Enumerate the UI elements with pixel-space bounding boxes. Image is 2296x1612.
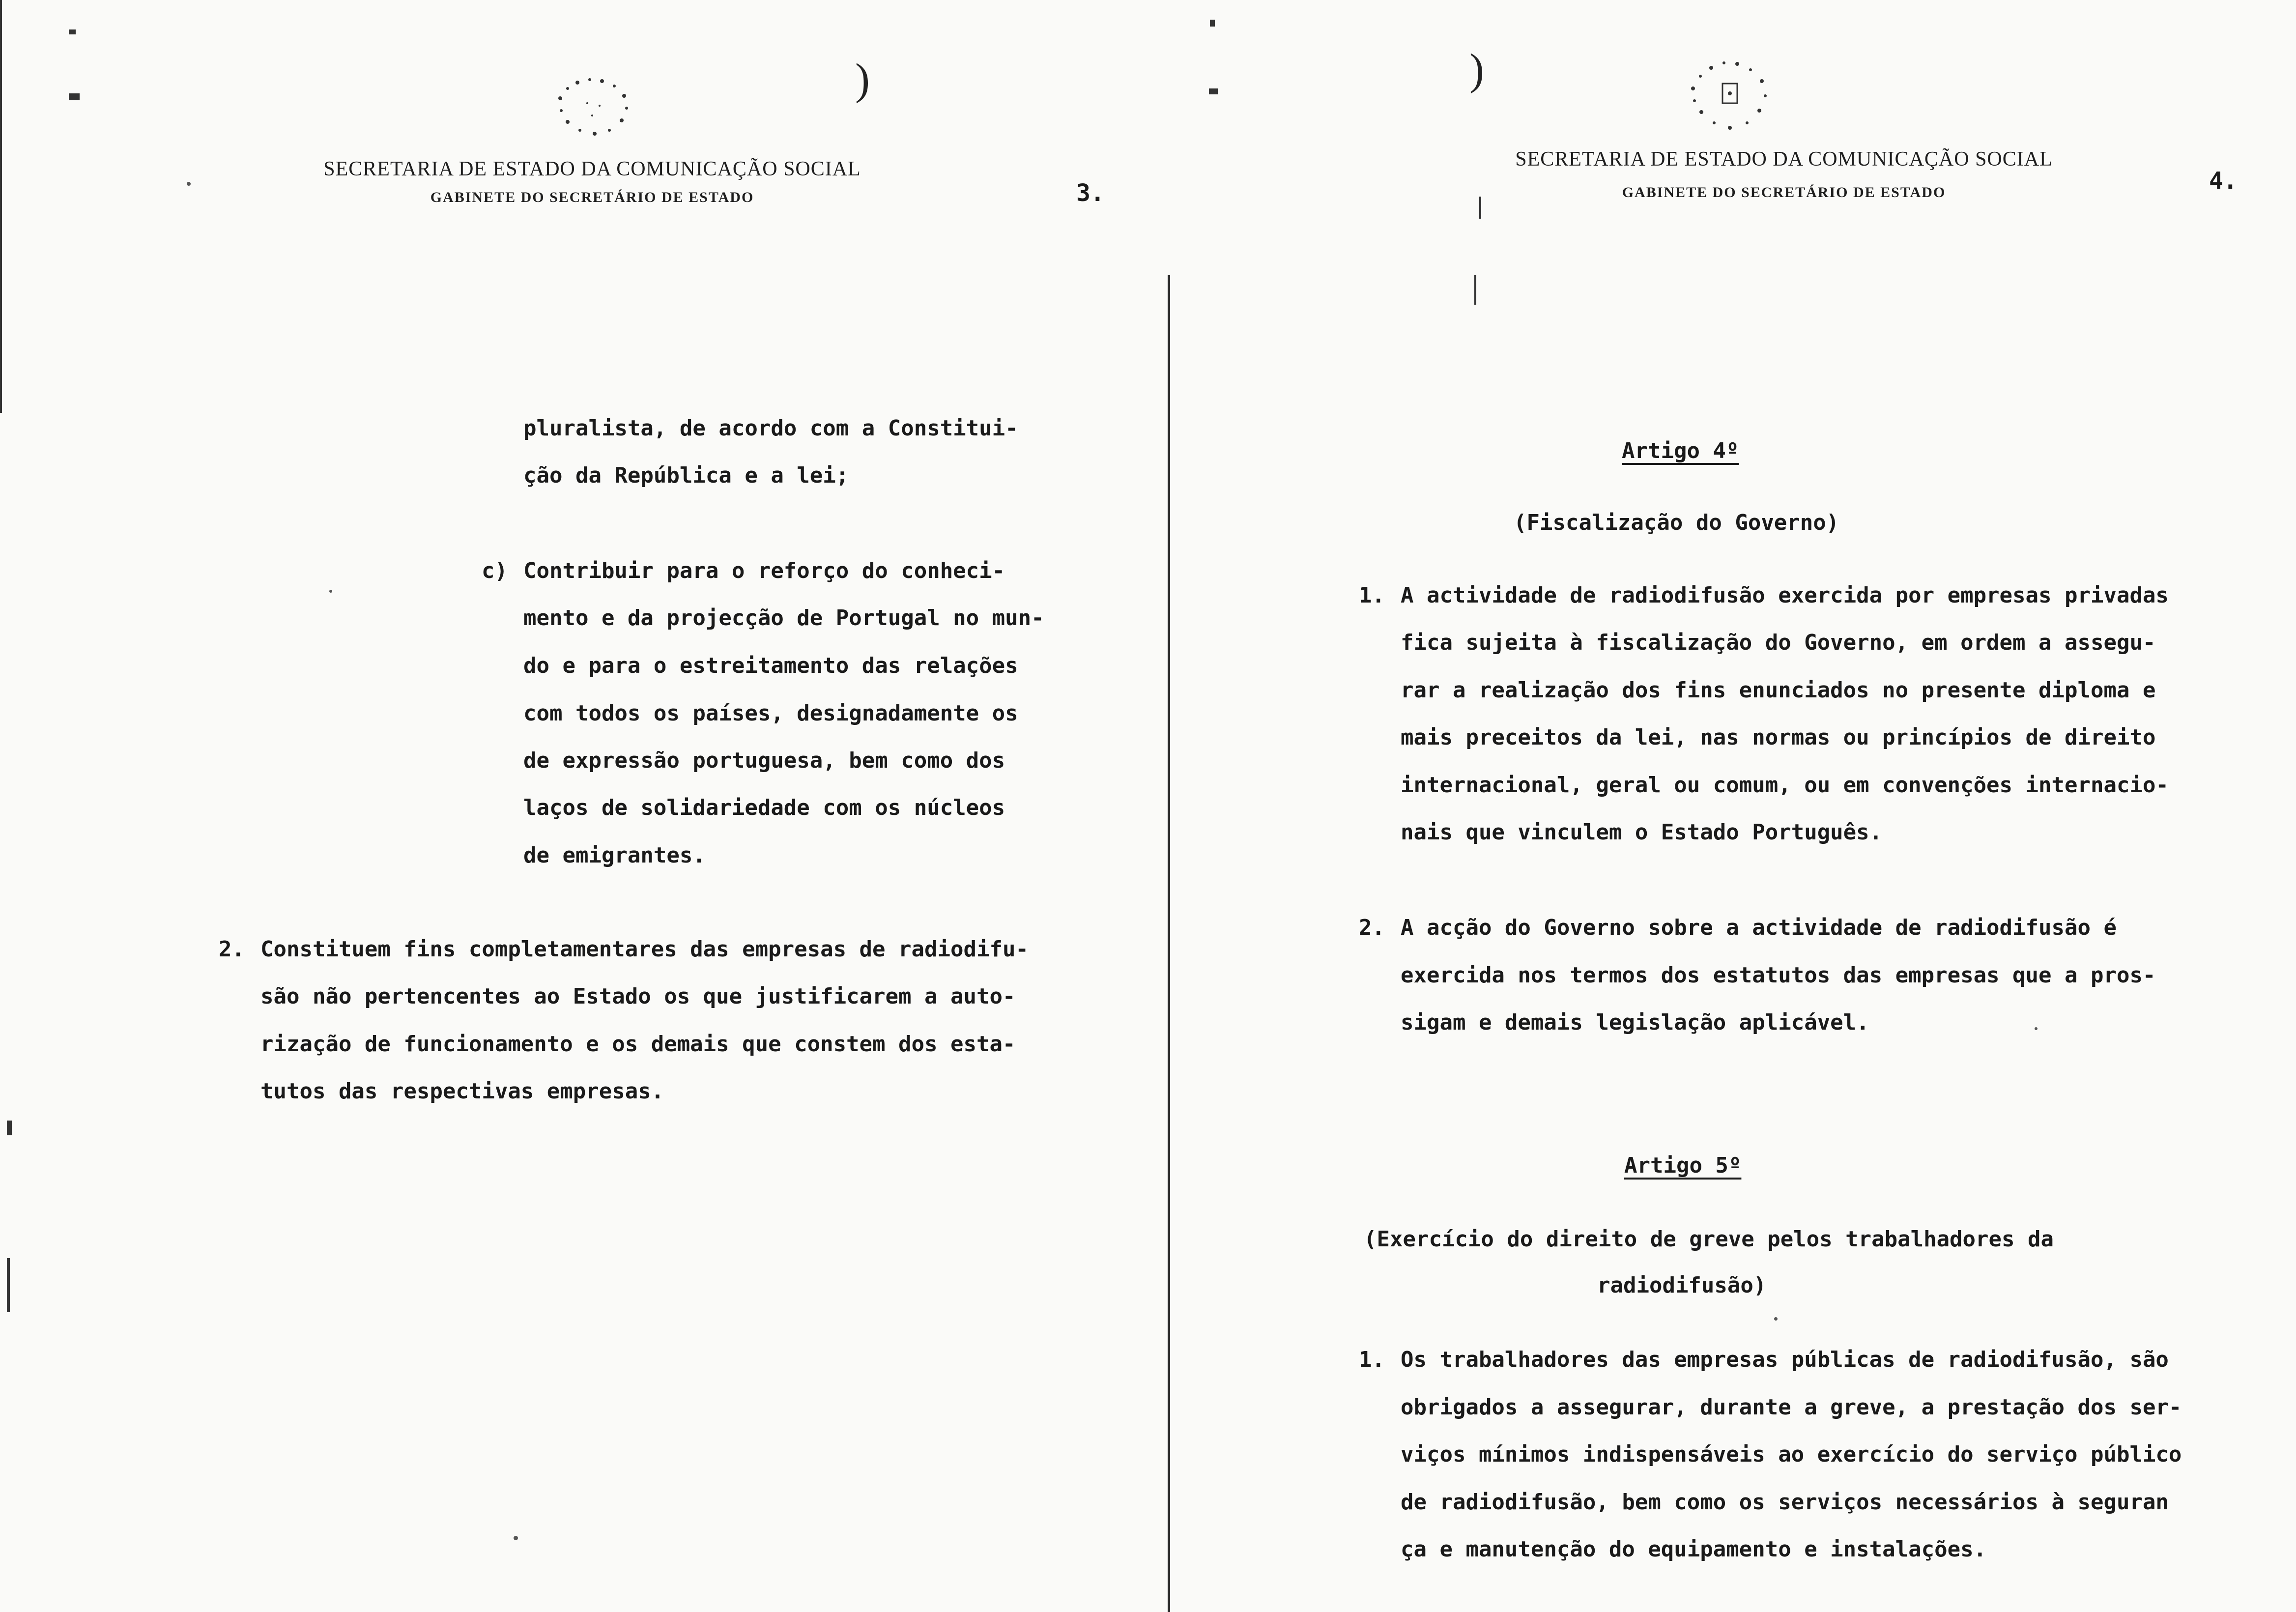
text-line: de expressão portuguesa, bem como dos [523, 748, 1005, 773]
letterhead-title: SECRETARIA DE ESTADO DA COMUNICAÇÃO SOCIAL [323, 158, 861, 180]
text-line: Constituem fins completamentares das empresas de radiodifu- [260, 937, 1029, 962]
text-line: são não pertencentes ao Estado os que justificarem a auto- [260, 984, 1016, 1009]
paragraph-number: 1. [1359, 1347, 1385, 1372]
text-line: obrigados a assegurar, durante a greve, a prestação dos ser- [1401, 1395, 2182, 1420]
margin-mark: ) [1469, 45, 1484, 94]
margin-tick [1474, 275, 1476, 305]
scan-speck [514, 1536, 518, 1540]
article-5-subtitle: radiodifusão) [1597, 1273, 1767, 1298]
text-line: fica sujeita à fiscalização do Governo, em ordem a assegu- [1401, 630, 2156, 655]
letterhead-title: SECRETARIA DE ESTADO DA COMUNICAÇÃO SOCIAL [1515, 148, 2053, 171]
text-line: A acção do Governo sobre a actividade de radiodifusão é [1401, 915, 2117, 940]
coat-of-arms-seal-icon [541, 69, 649, 143]
article-4-subtitle: (Fiscalização do Governo) [1514, 510, 1839, 535]
letterhead-subtitle: GABINETE DO SECRETÁRIO DE ESTADO [430, 189, 754, 205]
text-line: de radiodifusão, bem como os serviços necessários à seguran [1401, 1490, 2169, 1515]
text-line: Contribuir para o reforço do conheci- [523, 558, 1005, 583]
margin-tick [1479, 197, 1481, 219]
right-page [1175, 0, 2296, 1612]
text-line: nais que vinculem o Estado Português. [1401, 820, 1883, 845]
scan-edge-mark [7, 1121, 12, 1135]
scan-speck [1774, 1317, 1778, 1321]
text-line: sigam e demais legislação aplicável. [1401, 1010, 1869, 1035]
text-line: rar a realização dos fins enunciados no presente diploma e [1401, 678, 2156, 703]
article-5-title: Artigo 5º [1624, 1153, 1742, 1178]
text-line: ção da República e a lei; [523, 463, 849, 488]
text-line: pluralista, de acordo com a Constitui- [523, 416, 1018, 441]
scan-edge-mark [7, 1258, 10, 1312]
coat-of-arms-seal-icon [1676, 54, 1784, 138]
text-line: com todos os países, designadamente os [523, 701, 1018, 726]
scan-edge-mark [69, 93, 80, 100]
paragraph-number: 2. [219, 937, 245, 962]
text-line: tutos das respectivas empresas. [260, 1079, 664, 1104]
letterhead-subtitle: GABINETE DO SECRETÁRIO DE ESTADO [1622, 184, 1946, 201]
paragraph-number: 2. [1359, 915, 1385, 940]
text-line: exercida nos termos dos estatutos das empresas que a pros- [1401, 963, 2156, 988]
page-number: 4. [2209, 167, 2238, 195]
text-line: de emigrantes. [523, 843, 706, 868]
list-label: c) [482, 558, 508, 583]
scan-edge-mark [1209, 88, 1218, 94]
page-number: 3. [1076, 179, 1105, 207]
text-line: Os trabalhadores das empresas públicas de radiodifusão, são [1401, 1347, 2169, 1372]
scan-speck [187, 182, 191, 186]
text-line: A actividade de radiodifusão exercida por empresas privadas [1401, 583, 2169, 608]
margin-mark: ) [855, 55, 870, 104]
text-line: mento e da projecção de Portugal no mun- [523, 605, 1044, 631]
text-line: viços mínimos indispensáveis ao exercício do serviço público [1401, 1442, 2182, 1467]
scan-speck [2035, 1027, 2038, 1030]
scan-edge-mark [1210, 20, 1215, 27]
page-divider [1168, 275, 1170, 1612]
text-line: do e para o estreitamento das relações [523, 653, 1018, 678]
text-line: rização de funcionamento e os demais que constem dos esta- [260, 1032, 1016, 1057]
scan-edge-mark [69, 29, 76, 34]
scan-speck [329, 590, 332, 593]
article-4-title: Artigo 4º [1622, 438, 1739, 463]
text-line: mais preceitos da lei, nas normas ou princípios de direito [1401, 725, 2156, 750]
text-line: laços de solidariedade com os núcleos [523, 795, 1005, 820]
text-line: ça e manutenção do equipamento e instalações. [1401, 1537, 1987, 1562]
paragraph-number: 1. [1359, 583, 1385, 608]
scan-edge-mark [0, 0, 2, 413]
text-line: internacional, geral ou comum, ou em convenções internacio- [1401, 773, 2169, 798]
article-5-subtitle: (Exercício do direito de greve pelos trabalhadores da [1364, 1227, 2054, 1252]
